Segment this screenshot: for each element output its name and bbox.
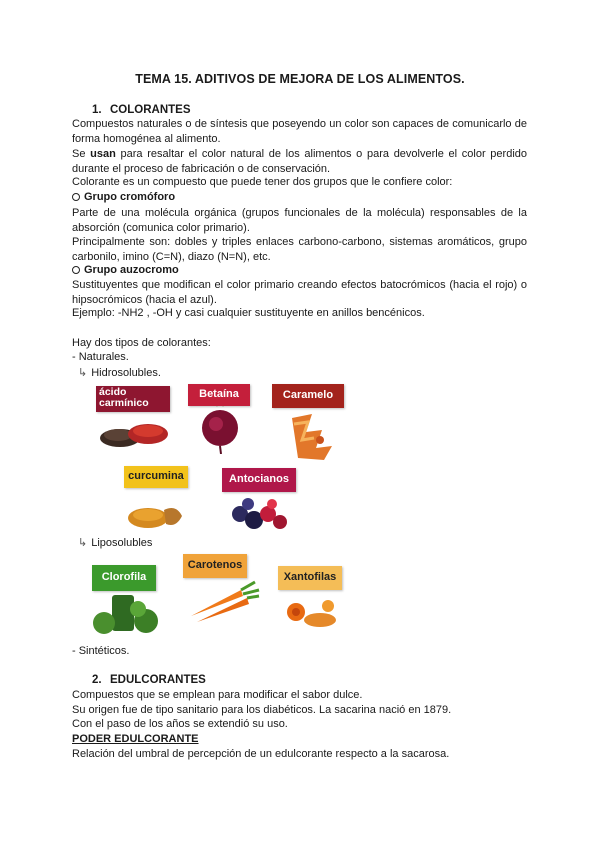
section-heading-colorantes <box>92 104 191 116</box>
colorantes-intro: Compuestos naturales o de síntesis que poseyendo un color son capaces de comunicarlo de forma homogénea al alimento. <box>72 118 527 145</box>
hidrosolubles-label <box>78 366 161 379</box>
cromoforo-examples: Principalmente son: dobles y triples enlaces carbono-carbono, sistemas aromáticos, grupo carbonilo, imino (C=N), diazo (N=N), etc. <box>72 236 527 263</box>
circle-bullet-icon <box>72 266 80 274</box>
label-caramelo: Caramelo <box>272 384 344 408</box>
label-carotenos: Carotenos <box>183 554 247 578</box>
tile-caramelo <box>272 384 346 462</box>
label-clorofila: Clorofila <box>92 565 156 591</box>
sub-arrow-icon: ↳ <box>78 537 88 549</box>
section-number: 1. <box>92 104 102 116</box>
auxocromo-heading <box>72 264 179 276</box>
cromoforo-title: Grupo cromóforo <box>84 191 176 203</box>
page-title: TEMA 15. ADITIVOS DE MEJORA DE LOS ALIMENTOS. <box>135 72 465 86</box>
cromoforo-heading <box>72 191 175 203</box>
sinteticos-label: - Sintéticos. <box>72 645 130 657</box>
sub-arrow-icon: ↳ <box>78 367 88 379</box>
tile-clorofila <box>92 565 160 639</box>
auxocromo-title: Grupo auzocromo <box>84 264 179 276</box>
auxocromo-text: Sustituyentes que modifican el color primario creando efectos batocrómicos (hacia el rojo) o hipsocrómicos (hacia el azul). <box>72 279 527 306</box>
naturales-label: - Naturales. <box>72 351 129 363</box>
section-title: EDULCORANTES <box>110 674 206 686</box>
uses-pre: Se <box>72 148 91 160</box>
label-acido-carminico: ácido carmínico <box>96 386 170 412</box>
section-heading-edulcorantes <box>92 674 206 686</box>
poder-edulcorante-text: Relación del umbral de percepción de un edulcorante respecto a la sacarosa. <box>72 748 450 760</box>
cromoforo-text: Parte de una molécula orgánica (grupos funcionales de la molécula) responsables de la absorción (comunica color primario). <box>72 207 527 234</box>
label-curcumina: curcumina <box>124 466 188 488</box>
label-antocianos: Antocianos <box>222 468 296 492</box>
auxocromo-example: Ejemplo: -NH2 , -OH y casi cualquier sustituyente en anillos bencénicos. <box>72 307 425 319</box>
tile-carotenos <box>183 554 263 624</box>
colorantes-uses <box>72 147 527 176</box>
tile-antocianos <box>222 468 296 534</box>
circle-bullet-icon <box>72 193 80 201</box>
tile-betaina <box>188 384 252 454</box>
colorantes-definition: Colorante es un compuesto que puede tener dos grupos que le confiere color: <box>72 176 453 188</box>
types-intro: Hay dos tipos de colorantes: <box>72 337 211 349</box>
edulcorantes-line3: Con el paso de los años se extendió su uso. <box>72 718 288 730</box>
label-betaina: Betaína <box>188 384 250 406</box>
tile-xantofilas <box>278 566 342 632</box>
uses-post: para resaltar el color natural de los alimentos o para devolverle el color perdido durante el proceso de fabricación o de conservación. <box>72 148 528 175</box>
tile-curcumina <box>124 466 188 534</box>
hidrosolubles-text: Hidrosolubles. <box>91 367 161 379</box>
section-title: COLORANTES <box>110 104 191 116</box>
edulcorantes-line2: Su origen fue de tipo sanitario para los diabéticos. La sacarina nació en 1879. <box>72 704 452 716</box>
section-number: 2. <box>92 674 102 686</box>
uses-bold: usan <box>90 148 116 160</box>
label-xantofilas: Xantofilas <box>278 566 342 590</box>
edulcorantes-line1: Compuestos que se emplean para modificar el sabor dulce. <box>72 689 363 701</box>
tile-acido-carminico <box>96 386 174 452</box>
liposolubles-text: Liposolubles <box>91 537 153 549</box>
liposolubles-label <box>78 536 152 549</box>
poder-edulcorante-heading: PODER EDULCORANTE <box>72 733 199 745</box>
